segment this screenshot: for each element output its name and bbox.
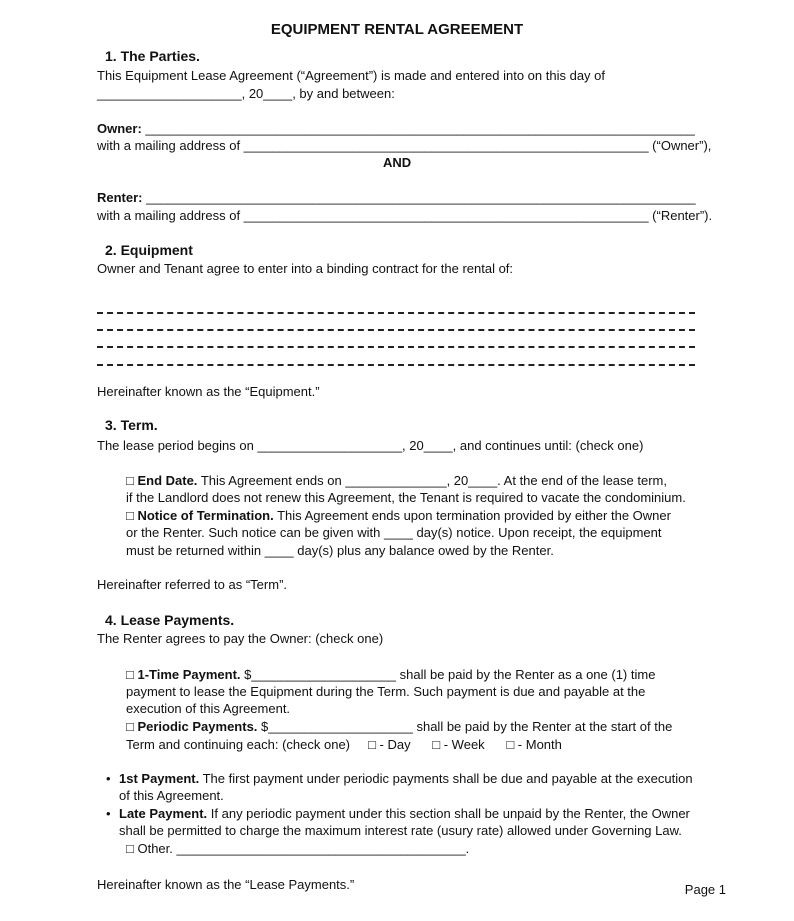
section-heading-equipment: 2. Equipment bbox=[105, 242, 193, 258]
checkbox-notice[interactable]: □ bbox=[126, 508, 138, 523]
notice-label: Notice of Termination. bbox=[137, 508, 274, 523]
first-payment-item bbox=[119, 770, 693, 787]
end-date-label: End Date. bbox=[137, 473, 198, 488]
one-time-text-3: execution of this Agreement. bbox=[126, 701, 291, 716]
periodic-frequency-options[interactable]: Term and continuing each: (check one) □ - Day □ - Week □ - Month bbox=[126, 737, 562, 752]
page-number: Page 1 bbox=[684, 882, 726, 897]
periodic-option[interactable] bbox=[126, 718, 672, 735]
periodic-text: $____________________ shall be paid by the Renter at the start of the bbox=[257, 719, 673, 734]
first-payment-text: The first payment under periodic payments shall be due and payable at the execution bbox=[199, 771, 693, 786]
one-time-text-2: payment to lease the Equipment during the Term. Such payment is due and payable at the bbox=[126, 684, 646, 699]
section-heading-term: 3. Term. bbox=[105, 417, 158, 433]
end-date-option[interactable] bbox=[126, 472, 667, 489]
bullet-icon: • bbox=[106, 806, 111, 821]
first-payment-text-2: of this Agreement. bbox=[119, 788, 224, 803]
one-time-option[interactable] bbox=[126, 666, 655, 683]
end-date-text-2: if the Landlord does not renew this Agreement, the Tenant is required to vacate the condominium. bbox=[126, 490, 686, 505]
renter-address-line[interactable]: with a mailing address of ________________________________________________________ (“Renter”). bbox=[97, 208, 713, 223]
owner-label: Owner: bbox=[97, 121, 142, 136]
first-payment-label: 1st Payment. bbox=[119, 771, 200, 786]
notice-text-3: must be returned within ____ day(s) plus any balance owed by the Renter. bbox=[126, 543, 554, 558]
checkbox-periodic[interactable]: □ bbox=[126, 719, 138, 734]
equipment-blank-line-2[interactable] bbox=[97, 329, 695, 331]
periodic-label: Periodic Payments. bbox=[137, 719, 258, 734]
parties-text: This Equipment Lease Agreement (“Agreement”) is made and entered into on this day of bbox=[97, 68, 606, 83]
term-text: The lease period begins on ____________________, 20____, and continues until: (check one) bbox=[97, 438, 644, 453]
date-blank-line[interactable]: ____________________, 20____, by and between: bbox=[97, 86, 395, 101]
payments-definition: Hereinafter known as the “Lease Payments.” bbox=[97, 877, 355, 892]
term-definition: Hereinafter referred to as “Term”. bbox=[97, 577, 288, 592]
equipment-text: Owner and Tenant agree to enter into a binding contract for the rental of: bbox=[97, 261, 514, 276]
renter-line[interactable] bbox=[97, 189, 696, 206]
document-title: EQUIPMENT RENTAL AGREEMENT bbox=[270, 21, 524, 38]
section-heading-payments: 4. Lease Payments. bbox=[105, 612, 235, 628]
one-time-label: 1-Time Payment. bbox=[137, 667, 241, 682]
late-payment-text-2: shall be permitted to charge the maximum interest rate (usury rate) allowed under Governing Law. bbox=[119, 823, 682, 838]
renter-label: Renter: bbox=[97, 190, 143, 205]
equipment-definition: Hereinafter known as the “Equipment.” bbox=[97, 384, 320, 399]
owner-line[interactable] bbox=[97, 120, 695, 137]
late-payment-label: Late Payment. bbox=[119, 806, 208, 821]
equipment-blank-line-4[interactable] bbox=[97, 364, 695, 366]
owner-address-line[interactable]: with a mailing address of ________________________________________________________ (“Owner”), bbox=[97, 138, 712, 153]
notice-option[interactable] bbox=[126, 507, 671, 524]
other-option[interactable]: □ Other. ________________________________________. bbox=[126, 841, 470, 856]
and-label: AND bbox=[383, 155, 412, 170]
bullet-icon: • bbox=[106, 771, 111, 786]
late-payment-item bbox=[119, 805, 690, 822]
payments-text: The Renter agrees to pay the Owner: (check one) bbox=[97, 631, 384, 646]
renter-blank[interactable]: ____________________________________________________________________________ bbox=[142, 190, 696, 205]
late-payment-text: If any periodic payment under this section shall be unpaid by the Renter, the Owner bbox=[207, 806, 690, 821]
notice-text-2: or the Renter. Such notice can be given with ____ day(s) notice. Upon receipt, the equipment bbox=[126, 525, 662, 540]
checkbox-end-date[interactable]: □ bbox=[126, 473, 138, 488]
section-heading-parties: 1. The Parties. bbox=[105, 48, 200, 64]
notice-text: This Agreement ends upon termination provided by either the Owner bbox=[273, 508, 671, 523]
owner-blank[interactable]: ____________________________________________________________________________ bbox=[141, 121, 695, 136]
equipment-blank-line-1[interactable] bbox=[97, 312, 695, 314]
end-date-text: This Agreement ends on ______________, 20____. At the end of the lease term, bbox=[197, 473, 667, 488]
checkbox-one-time[interactable]: □ bbox=[126, 667, 138, 682]
one-time-text: $____________________ shall be paid by the Renter as a one (1) time bbox=[240, 667, 656, 682]
equipment-blank-line-3[interactable] bbox=[97, 346, 695, 348]
